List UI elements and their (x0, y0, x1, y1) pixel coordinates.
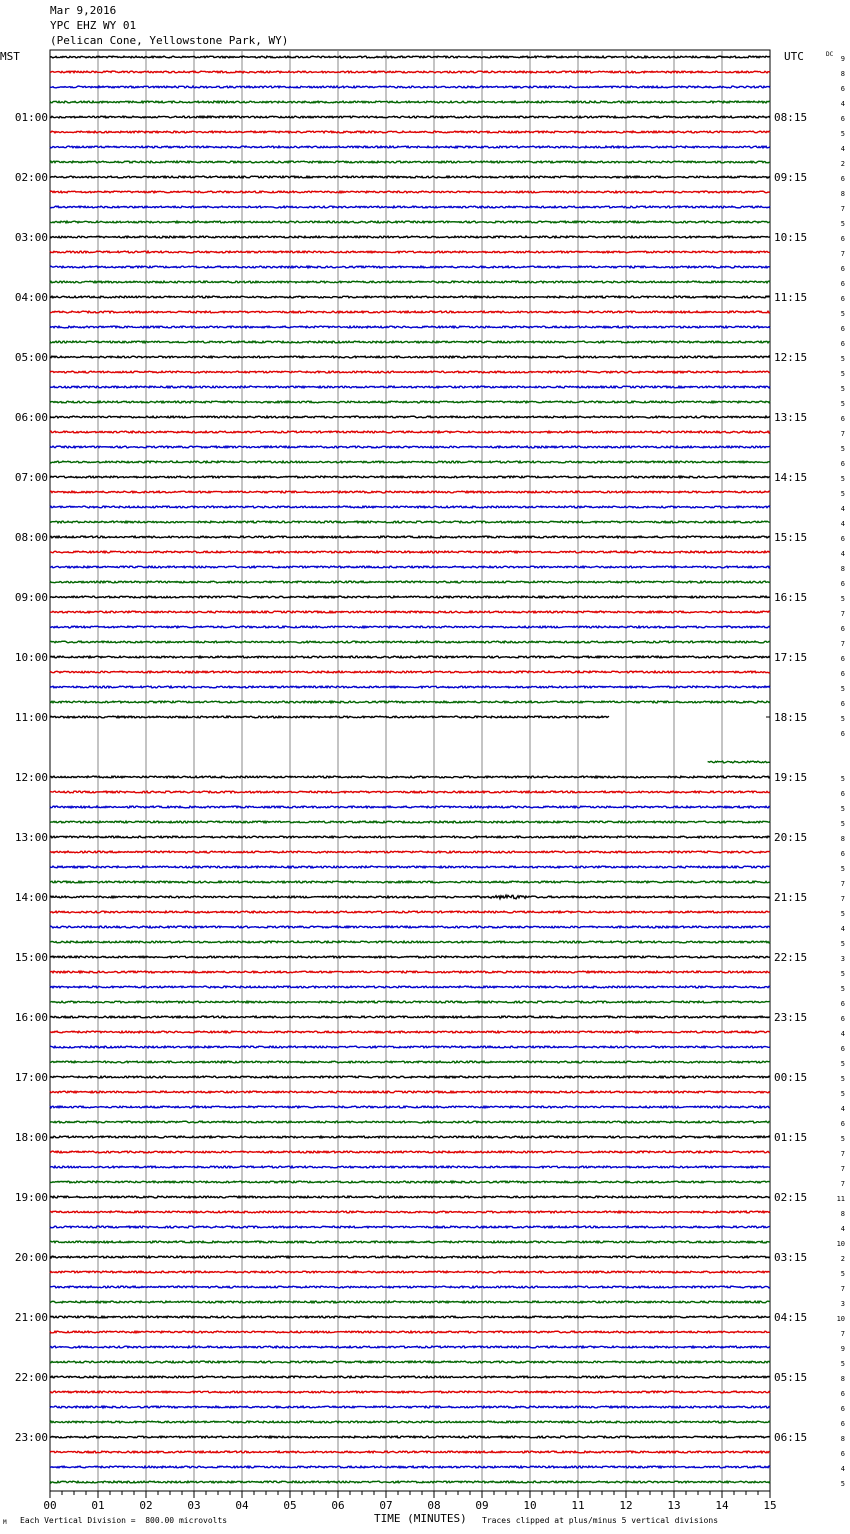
left-hour-label: 03:00 (14, 231, 48, 244)
trace-line (50, 71, 770, 73)
trace-line (50, 986, 770, 988)
dc-value: 5 (840, 445, 845, 453)
dc-value: 6 (840, 1045, 845, 1053)
dc-value: 7 (840, 1180, 845, 1188)
left-hour-label: 14:00 (14, 891, 48, 904)
dc-value: 6 (840, 1420, 845, 1428)
dc-value: 8 (840, 1435, 845, 1443)
dc-value: 5 (840, 1360, 845, 1368)
left-hour-label: 22:00 (14, 1371, 48, 1384)
trace-line (50, 1466, 770, 1468)
right-hour-label: 17:15 (774, 651, 808, 664)
dc-value: 4 (840, 550, 845, 558)
dc-value: 6 (840, 730, 845, 738)
left-hour-label: 06:00 (14, 411, 48, 424)
trace-line (50, 401, 770, 403)
dc-value: 9 (840, 55, 845, 63)
dc-value: 6 (840, 655, 845, 663)
trace-line (50, 326, 770, 328)
dc-value: 6 (840, 1390, 845, 1398)
left-hour-label: 15:00 (14, 951, 48, 964)
trace-line (50, 1376, 770, 1378)
trace-line (50, 1346, 770, 1348)
dc-value: 8 (840, 835, 845, 843)
dc-value: 6 (840, 295, 845, 303)
dc-value: 7 (840, 205, 845, 213)
dc-value: 3 (840, 955, 845, 963)
dc-value: 6 (840, 790, 845, 798)
trace-line (50, 296, 770, 298)
trace-line (50, 1226, 770, 1228)
dc-value: 5 (840, 775, 845, 783)
trace-line (50, 836, 770, 838)
trace-line (50, 611, 770, 613)
left-hour-label: 10:00 (14, 651, 48, 664)
dc-value: 2 (840, 1255, 845, 1263)
trace-line (50, 1061, 770, 1063)
dc-value: 8 (840, 190, 845, 198)
trace-line (50, 56, 770, 58)
trace-line (50, 1451, 770, 1453)
left-hour-label: 04:00 (14, 291, 48, 304)
right-hour-label: 12:15 (774, 351, 808, 364)
trace-line (50, 1106, 770, 1108)
clip-note: Traces clipped at plus/minus 5 vertical divisions (482, 1516, 719, 1525)
trace-line (50, 536, 770, 538)
x-axis-label: TIME (MINUTES) (374, 1512, 467, 1525)
trace-line (50, 101, 770, 103)
trace-line (50, 1241, 770, 1243)
corner-mark: M (3, 1519, 7, 1526)
dc-value: 6 (840, 1000, 845, 1008)
dc-value: 5 (840, 1135, 845, 1143)
x-tick-label: 04 (235, 1499, 249, 1512)
x-tick-label: 12 (619, 1499, 633, 1512)
dc-value: 4 (840, 1105, 845, 1113)
x-tick-label: 10 (523, 1499, 537, 1512)
trace-line (50, 806, 770, 808)
trace-line (50, 311, 770, 313)
dc-value: 5 (840, 490, 845, 498)
dc-value: 6 (840, 700, 845, 708)
dc-value: 7 (840, 430, 845, 438)
trace-line (50, 656, 770, 658)
dc-value: 6 (840, 415, 845, 423)
trace-line (50, 1031, 770, 1033)
trace-line (50, 1046, 770, 1048)
trace-line (50, 1121, 770, 1123)
dc-value: 5 (840, 1090, 845, 1098)
trace-line (50, 341, 770, 343)
trace-line (50, 1301, 770, 1303)
dc-value: 5 (840, 1075, 845, 1083)
x-tick-label: 14 (715, 1499, 729, 1512)
dc-value: 6 (840, 280, 845, 288)
left-hour-label: 11:00 (14, 711, 48, 724)
dc-value: 6 (840, 1015, 845, 1023)
trace-line (50, 1406, 770, 1408)
x-tick-label: 15 (763, 1499, 777, 1512)
trace-line (50, 431, 770, 433)
left-hour-label: 09:00 (14, 591, 48, 604)
trace-line (50, 206, 770, 208)
dc-value: 6 (840, 1120, 845, 1128)
right-hour-label: 23:15 (774, 1011, 808, 1024)
x-tick-label: 13 (667, 1499, 681, 1512)
dc-value: 6 (840, 85, 845, 93)
dc-value: 5 (840, 910, 845, 918)
trace-line (50, 926, 770, 928)
trace-line (50, 191, 770, 193)
dc-value: 5 (840, 310, 845, 318)
dc-value: 8 (840, 70, 845, 78)
trace-line (50, 476, 770, 478)
dc-value: 2 (840, 160, 845, 168)
right-hour-label: 16:15 (774, 591, 808, 604)
trace-line (50, 1166, 770, 1168)
right-hour-label: 10:15 (774, 231, 808, 244)
dc-value: 5 (840, 400, 845, 408)
trace-line (50, 86, 770, 88)
trace-line (50, 1256, 770, 1258)
trace-line (50, 1091, 770, 1093)
trace-line (50, 356, 770, 358)
trace-line (50, 521, 770, 523)
dc-value: 5 (840, 985, 845, 993)
trace-line (50, 281, 770, 283)
left-hour-label: 08:00 (14, 531, 48, 544)
dc-value: 4 (840, 1465, 845, 1473)
right-hour-label: 21:15 (774, 891, 808, 904)
trace-line (50, 881, 770, 883)
left-hour-label: 21:00 (14, 1311, 48, 1324)
dc-value: 4 (840, 1030, 845, 1038)
left-hour-label: 18:00 (14, 1131, 48, 1144)
trace-line (50, 131, 770, 133)
right-hour-label: 03:15 (774, 1251, 808, 1264)
trace-line (50, 701, 770, 703)
trace-line (50, 1421, 770, 1423)
trace-line (50, 1001, 770, 1003)
dc-value: 4 (840, 925, 845, 933)
right-hour-label: 02:15 (774, 1191, 808, 1204)
dc-value: 5 (840, 715, 845, 723)
trace-line (50, 1076, 770, 1078)
trace-line (50, 371, 770, 373)
dc-value: 8 (840, 1210, 845, 1218)
trace-line (50, 221, 770, 223)
x-tick-label: 03 (187, 1499, 201, 1512)
location-title: (Pelican Cone, Yellowstone Park, WY) (50, 34, 289, 47)
right-hour-label: 13:15 (774, 411, 808, 424)
left-hour-label: 02:00 (14, 171, 48, 184)
dc-value: 4 (840, 100, 845, 108)
trace-line (50, 866, 770, 868)
x-tick-label: 01 (91, 1499, 105, 1512)
dc-value: 5 (840, 595, 845, 603)
right-hour-label: 14:15 (774, 471, 808, 484)
left-hour-label: 12:00 (14, 771, 48, 784)
dc-value: 4 (840, 145, 845, 153)
trace-line (708, 761, 770, 763)
trace-line (50, 176, 770, 178)
dc-value: 5 (840, 475, 845, 483)
trace-line (50, 1436, 770, 1438)
trace-line (50, 791, 770, 793)
right-hour-label: 19:15 (774, 771, 808, 784)
dc-value: 5 (840, 970, 845, 978)
x-tick-label: 06 (331, 1499, 345, 1512)
trace-line (50, 686, 770, 688)
scale-note: Each Vertical Division = 800.00 microvolts (20, 1516, 228, 1525)
x-tick-label: 09 (475, 1499, 489, 1512)
dc-label: DC (826, 51, 834, 58)
dc-value: 7 (840, 1285, 845, 1293)
station-title: YPC EHZ WY 01 (50, 19, 137, 32)
trace-line (50, 566, 770, 568)
trace-line (50, 161, 770, 163)
dc-value: 6 (840, 670, 845, 678)
trace-line (50, 776, 770, 778)
trace-line (50, 626, 770, 628)
trace-line (50, 551, 770, 553)
right-hour-label: 01:15 (774, 1131, 808, 1144)
dc-value: 5 (840, 865, 845, 873)
dc-value: 3 (840, 1300, 845, 1308)
right-hour-label: 08:15 (774, 111, 808, 124)
dc-value: 7 (840, 610, 845, 618)
x-tick-label: 02 (139, 1499, 153, 1512)
left-hour-label: 13:00 (14, 831, 48, 844)
left-hour-label: 19:00 (14, 1191, 48, 1204)
dc-value: 6 (840, 235, 845, 243)
trace-line (50, 116, 770, 118)
x-tick-label: 05 (283, 1499, 297, 1512)
dc-value: 7 (840, 1165, 845, 1173)
dc-value: 5 (840, 1270, 845, 1278)
dc-value: 6 (840, 325, 845, 333)
trace-line (50, 1331, 770, 1333)
trace-line (50, 266, 770, 268)
dc-value: 4 (840, 520, 845, 528)
right-hour-label: 22:15 (774, 951, 808, 964)
trace-line (50, 1136, 770, 1138)
right-hour-label: 20:15 (774, 831, 808, 844)
dc-value: 7 (840, 880, 845, 888)
dc-value: 7 (840, 1330, 845, 1338)
trace-line (50, 641, 770, 643)
trace-line (50, 671, 770, 673)
dc-value: 5 (840, 685, 845, 693)
dc-value: 4 (840, 505, 845, 513)
dc-value: 5 (840, 385, 845, 393)
trace-line (50, 461, 770, 463)
dc-value: 6 (840, 625, 845, 633)
dc-value: 6 (840, 1450, 845, 1458)
dc-value: 5 (840, 820, 845, 828)
dc-value: 5 (840, 130, 845, 138)
trace-line (50, 1361, 770, 1363)
trace-line (50, 1211, 770, 1213)
dc-value: 5 (840, 1480, 845, 1488)
trace-line (50, 1481, 770, 1483)
trace-line (50, 236, 770, 238)
right-axis-title: UTC (784, 50, 804, 63)
dc-value: 5 (840, 1060, 845, 1068)
dc-value: 6 (840, 535, 845, 543)
dc-value: 7 (840, 640, 845, 648)
trace-line (50, 971, 770, 973)
dc-value: 6 (840, 265, 845, 273)
dc-value: 6 (840, 460, 845, 468)
trace-line (50, 1016, 770, 1018)
date-title: Mar 9,2016 (50, 4, 117, 17)
dc-value: 8 (840, 565, 845, 573)
left-hour-label: 20:00 (14, 1251, 48, 1264)
left-hour-label: 23:00 (14, 1431, 48, 1444)
dc-value: 5 (840, 220, 845, 228)
trace-line (50, 851, 770, 853)
left-hour-label: 01:00 (14, 111, 48, 124)
dc-value: 11 (836, 1195, 845, 1203)
trace-line (50, 895, 770, 899)
trace-line (50, 821, 770, 823)
x-tick-label: 08 (427, 1499, 441, 1512)
trace-line (50, 146, 770, 148)
dc-value: 6 (840, 850, 845, 858)
dc-value: 6 (840, 340, 845, 348)
left-hour-label: 16:00 (14, 1011, 48, 1024)
trace-line (50, 1391, 770, 1393)
right-hour-label: 15:15 (774, 531, 808, 544)
dc-value: 8 (840, 1375, 845, 1383)
trace-line (50, 386, 770, 388)
dc-value: 6 (840, 1405, 845, 1413)
dc-value: 6 (840, 175, 845, 183)
trace-line (50, 1151, 770, 1153)
trace-line (50, 956, 770, 958)
left-hour-label: 07:00 (14, 471, 48, 484)
right-hour-label: 06:15 (774, 1431, 808, 1444)
dc-value: 6 (840, 115, 845, 123)
dc-value: 7 (840, 250, 845, 258)
right-hour-label: 09:15 (774, 171, 808, 184)
trace-line (50, 941, 770, 943)
trace-line (50, 251, 770, 253)
trace-line (50, 581, 770, 583)
trace-line (50, 1316, 770, 1318)
left-hour-label: 17:00 (14, 1071, 48, 1084)
dc-value: 9 (840, 1345, 845, 1353)
trace-line (50, 596, 770, 598)
dc-value: 4 (840, 1225, 845, 1233)
left-axis-title: MST (0, 50, 20, 63)
dc-value: 10 (836, 1315, 845, 1323)
right-hour-label: 05:15 (774, 1371, 808, 1384)
x-tick-label: 07 (379, 1499, 393, 1512)
trace-line (50, 716, 609, 718)
dc-value: 5 (840, 355, 845, 363)
right-hour-label: 04:15 (774, 1311, 808, 1324)
trace-line (50, 446, 770, 448)
x-tick-label: 11 (571, 1499, 585, 1512)
trace-line (50, 416, 770, 418)
trace-line (50, 1196, 770, 1198)
right-hour-label: 11:15 (774, 291, 808, 304)
right-hour-label: 18:15 (774, 711, 808, 724)
dc-value: 5 (840, 805, 845, 813)
right-hour-label: 00:15 (774, 1071, 808, 1084)
x-tick-label: 00 (43, 1499, 57, 1512)
trace-line (50, 506, 770, 508)
dc-value: 10 (836, 1240, 845, 1248)
dc-value: 7 (840, 895, 845, 903)
trace-line (50, 1271, 770, 1273)
left-hour-label: 05:00 (14, 351, 48, 364)
dc-value: 5 (840, 370, 845, 378)
trace-line (50, 491, 770, 493)
dc-value: 7 (840, 1150, 845, 1158)
trace-line (50, 1181, 770, 1183)
trace-line (50, 1286, 770, 1288)
dc-value: 5 (840, 940, 845, 948)
dc-value: 6 (840, 580, 845, 588)
trace-line (50, 911, 770, 913)
